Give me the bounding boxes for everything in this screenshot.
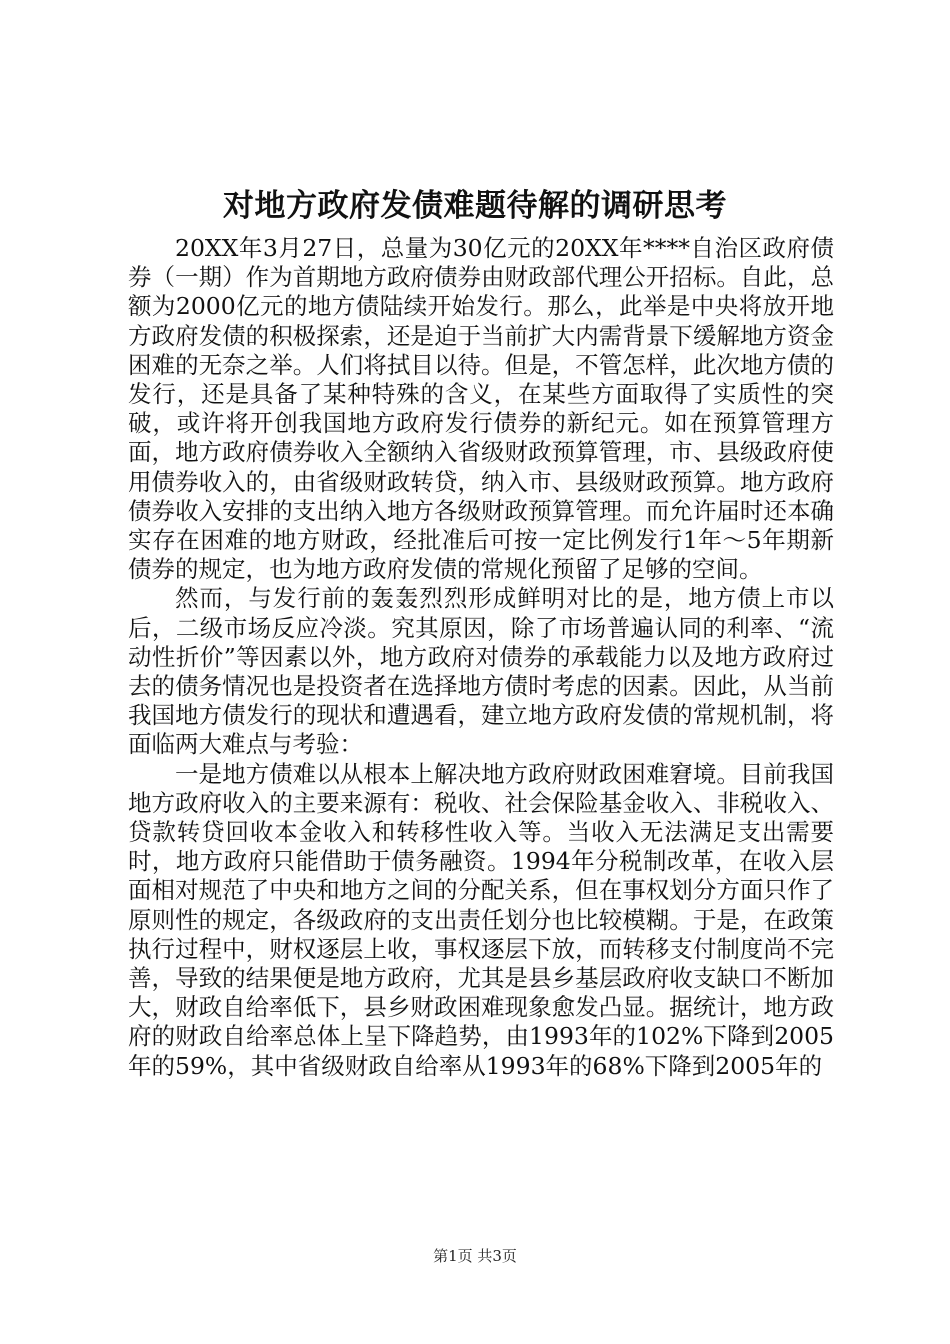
document-body <box>128 234 834 1081</box>
document-title: 对地方政府发债难题待解的调研思考 <box>223 188 727 224</box>
body-paragraph-3: 一是地方债难以从根本上解决地方政府财政困难窘境。目前我国地方政府收入的主要来源有：税收、社会保险基金收入、非税收入、贷款转贷回收本金收入和转移性收入等。当收入无法满足支出需要时，地方政府只能借助于债务融资。1994年分税制改革，在收入层面相对规范了中央和地方之间的分配关系，但在事权划分方面只作了原则性的规定，各级政府的支出责任划分也比较模糊。于是，在政策执行过程中，财权逐层上收，事权逐层下放，而转移支付制度尚不完善，导致的结果便是地方政府，尤其是县乡基层政府收支缺口不断加大，财政自给率低下，县乡财政困难现象愈发凸显。据统计，地方政府的财政自给率总体上呈下降趋势，由1993年的102%下降到2005年的59%，其中省级财政自给率从1993年的68%下降到2005年的 <box>128 759 834 1080</box>
page-number-footer: 第1页 共3页 <box>433 1247 517 1265</box>
body-paragraph-1: 20XX年3月27日，总量为30亿元的20XX年****自治区政府债券（一期）作为首期地方政府债券由财政部代理公开招标。自此，总额为2000亿元的地方债陆续开始发行。那么，此举是中央将放开地方政府发债的积极探索，还是迫于当前扩大内需背景下缓解地方资金困难的无奈之举。人们将拭目以待。但是，不管怎样，此次地方债的发行，还是具备了某种特殊的含义，在某些方面取得了实质性的突破，或许将开创我国地方政府发行债券的新纪元。如在预算管理方面，地方政府债券收入全额纳入省级财政预算管理，市、县级政府使用债券收入的，由省级财政转贷，纳入市、县级财政预算。地方政府债券收入安排的支出纳入地方各级财政预算管理。而允许届时还本确实存在困难的地方财政，经批准后可按一定比例发行1年～5年期新债券的规定，也为地方政府发债的常规化预留了足够的空间。 <box>128 234 834 584</box>
body-paragraph-2: 然而，与发行前的轰轰烈烈形成鲜明对比的是，地方债上市以后，二级市场反应冷淡。究其原因，除了市场普遍认同的利率、“流动性折价”等因素以外，地方政府对债券的承载能力以及地方政府过去的债务情况也是投资者在选择地方债时考虑的因素。因此，从当前我国地方债发行的现状和遭遇看，建立地方政府发债的常规机制，将面临两大难点与考验： <box>128 584 834 759</box>
